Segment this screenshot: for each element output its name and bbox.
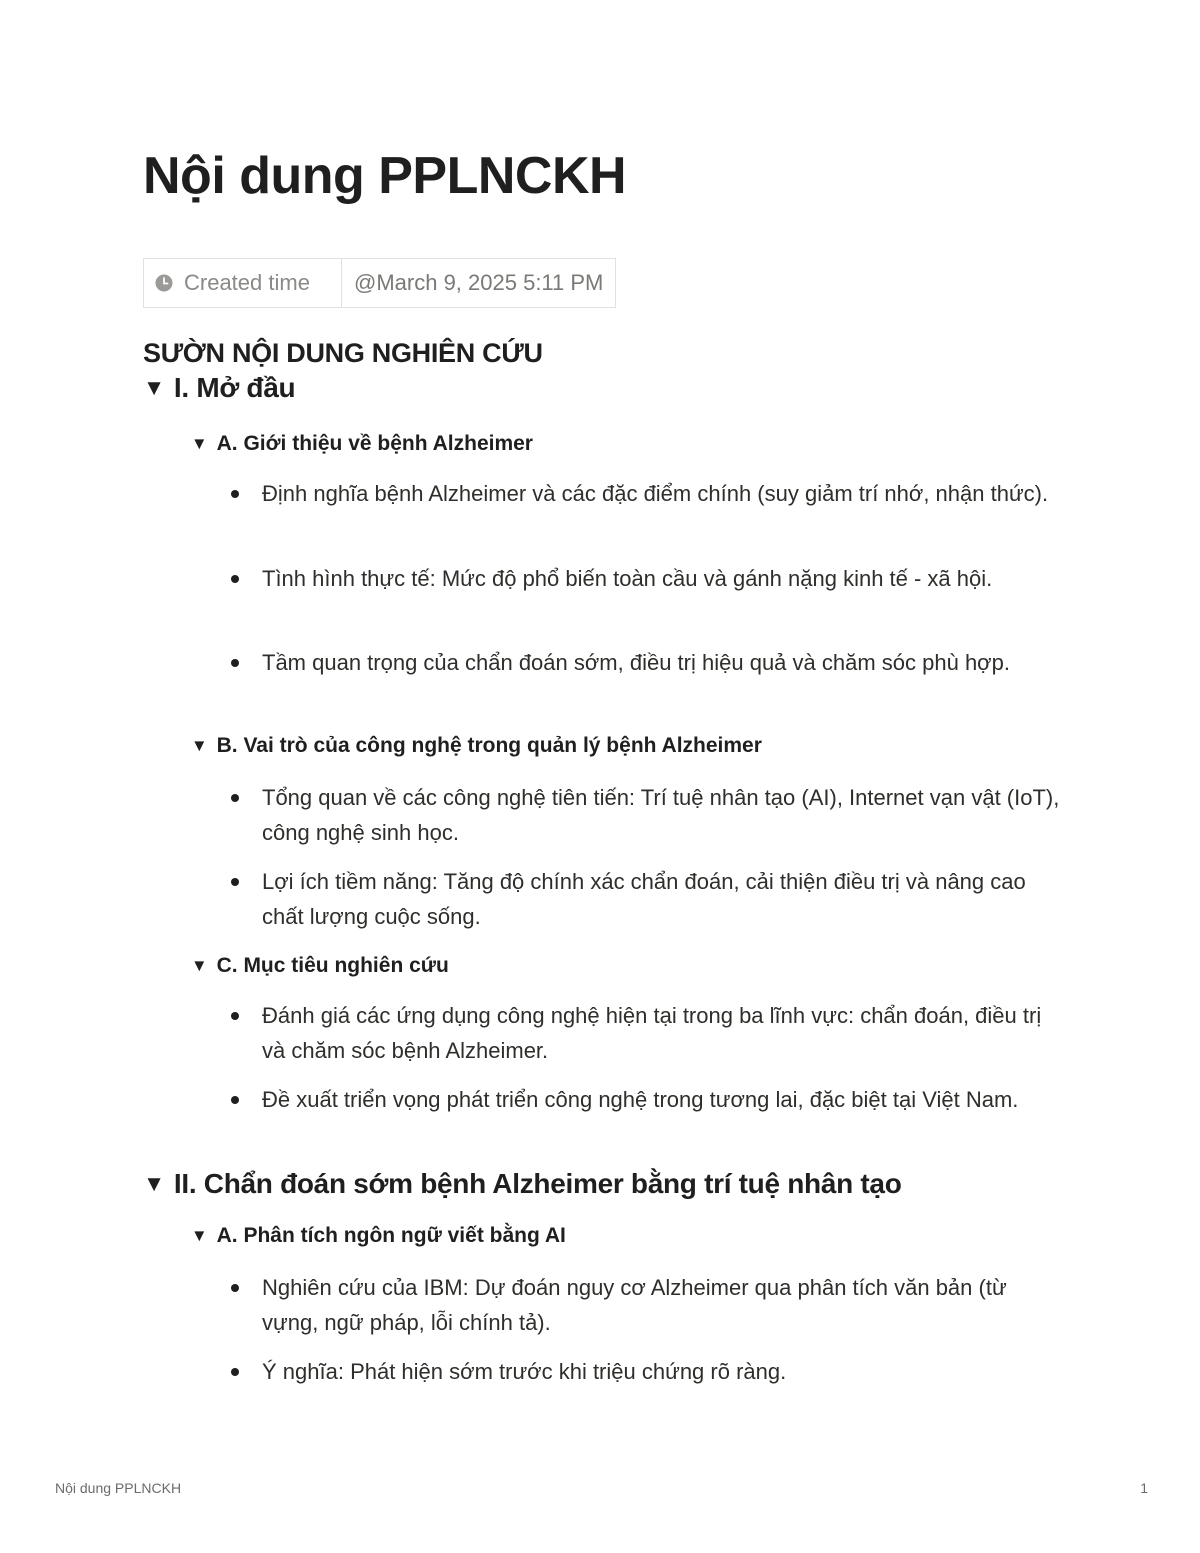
toggle-triangle-icon[interactable]: ▼ <box>191 956 208 975</box>
property-row-created-time[interactable] <box>143 258 616 308</box>
property-name <box>144 259 342 307</box>
property-name-label: Created time <box>184 270 310 295</box>
subsection-heading: A. Giới thiệu về bệnh Alzheimer <box>216 432 533 455</box>
list-item: Ý nghĩa: Phát hiện sớm trước khi triệu chứng rõ ràng. <box>231 1354 1061 1389</box>
bullet-dot-icon <box>231 1368 239 1376</box>
toggle-heading-subsection-2a[interactable] <box>191 1224 566 1248</box>
list-item: Đánh giá các ứng dụng công nghệ hiện tại trong ba lĩnh vực: chẩn đoán, điều trị và chăm sóc bệnh Alzheimer. <box>231 998 1061 1068</box>
list-item: Tầm quan trọng của chẩn đoán sớm, điều trị hiệu quả và chăm sóc phù hợp. <box>231 645 1061 680</box>
toggle-triangle-icon[interactable]: ▼ <box>191 434 208 453</box>
list-item: Định nghĩa bệnh Alzheimer và các đặc điểm chính (suy giảm trí nhớ, nhận thức). <box>231 476 1061 511</box>
bullet-dot-icon <box>231 575 239 583</box>
page-title: Nội dung PPLNCKH <box>143 147 627 205</box>
toggle-heading-subsection-1b[interactable] <box>191 734 762 758</box>
property-value[interactable]: @March 9, 2025 5:11 PM <box>354 270 604 295</box>
toggle-triangle-icon[interactable]: ▼ <box>143 1171 165 1196</box>
bullet-dot-icon <box>231 1284 239 1292</box>
footer-page-number: 1 <box>1140 1480 1148 1496</box>
bullet-dot-icon <box>231 1012 239 1020</box>
toggle-heading-section-2[interactable] <box>143 1168 902 1200</box>
toggle-heading-section-1[interactable] <box>143 372 295 404</box>
list-item: Đề xuất triển vọng phát triển công nghệ trong tương lai, đặc biệt tại Việt Nam. <box>231 1082 1061 1117</box>
list-item: Nghiên cứu của IBM: Dự đoán nguy cơ Alzheimer qua phân tích văn bản (từ vựng, ngữ pháp, lỗi chính tả). <box>231 1270 1061 1340</box>
clock-icon <box>154 273 174 293</box>
list-item: Tổng quan về các công nghệ tiên tiến: Trí tuệ nhân tạo (AI), Internet vạn vật (IoT), công nghệ sinh học. <box>231 780 1061 850</box>
subsection-heading: C. Mục tiêu nghiên cứu <box>216 954 449 977</box>
outline-title: SƯỜN NỘI DUNG NGHIÊN CỨU <box>143 338 543 368</box>
footer-doc-name: Nội dung PPLNCKH <box>55 1480 182 1496</box>
toggle-heading-subsection-1c[interactable] <box>191 954 449 978</box>
section-heading: I. Mở đầu <box>173 372 296 403</box>
bullet-dot-icon <box>231 878 239 886</box>
bullet-dot-icon <box>231 794 239 802</box>
bullet-dot-icon <box>231 490 239 498</box>
list-item: Tình hình thực tế: Mức độ phổ biến toàn cầu và gánh nặng kinh tế - xã hội. <box>231 561 1061 596</box>
toggle-triangle-icon[interactable]: ▼ <box>191 1226 208 1245</box>
subsection-heading: B. Vai trò của công nghệ trong quản lý bệnh Alzheimer <box>216 734 762 757</box>
toggle-triangle-icon[interactable]: ▼ <box>143 375 165 400</box>
toggle-triangle-icon[interactable]: ▼ <box>191 736 208 755</box>
bullet-dot-icon <box>231 1096 239 1104</box>
subsection-heading: A. Phân tích ngôn ngữ viết bằng AI <box>216 1224 566 1247</box>
bullet-dot-icon <box>231 659 239 667</box>
toggle-heading-subsection-1a[interactable] <box>191 432 533 456</box>
list-item: Lợi ích tiềm năng: Tăng độ chính xác chẩn đoán, cải thiện điều trị và nâng cao chất lượng cuộc sống. <box>231 864 1061 934</box>
section-heading: II. Chẩn đoán sớm bệnh Alzheimer bằng trí tuệ nhân tạo <box>173 1168 902 1199</box>
